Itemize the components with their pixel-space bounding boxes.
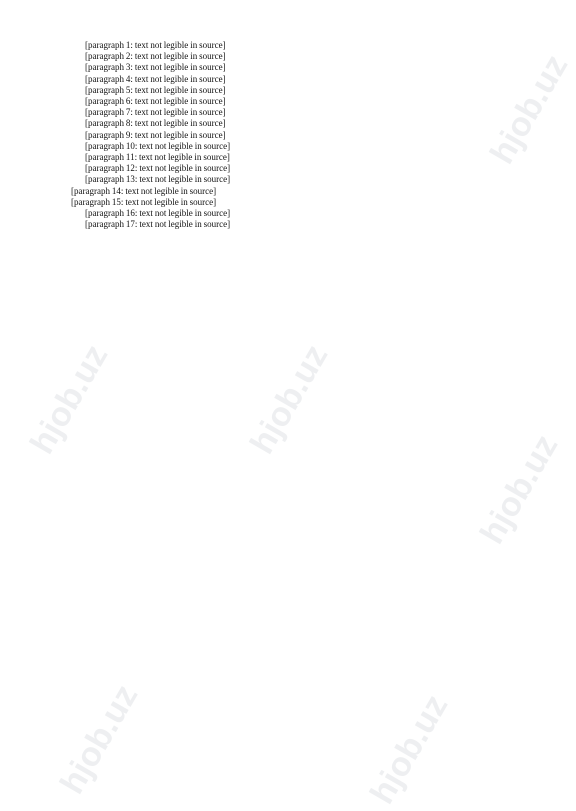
paragraph: [paragraph 17: text not legible in source]	[85, 219, 231, 230]
paragraph: [paragraph 7: text not legible in source]	[85, 107, 226, 118]
paragraph: [paragraph 12: text not legible in source]	[85, 163, 231, 174]
paragraph: [paragraph 1: text not legible in source]	[85, 40, 226, 50]
paragraph: [paragraph 6: text not legible in source]	[85, 96, 226, 107]
list-item-paragraph: [paragraph 14: text not legible in source]	[71, 185, 217, 196]
paragraph: [paragraph 10: text not legible in source]	[85, 140, 231, 151]
paragraph: [paragraph 5: text not legible in source]	[85, 84, 226, 95]
paragraph: [paragraph 13: text not legible in source]	[85, 174, 231, 185]
paragraph: [paragraph 3: text not legible in source]	[85, 62, 226, 73]
document-body	[57, 40, 533, 230]
watermark-text: hjob.uz	[472, 428, 566, 551]
watermark-text: hjob.uz	[52, 678, 146, 801]
list-item-paragraph: [paragraph 15: text not legible in source]	[71, 196, 217, 207]
paragraph: [paragraph 9: text not legible in source]	[85, 129, 226, 140]
paragraph: [paragraph 2: text not legible in source]	[85, 51, 226, 62]
watermark-text: hjob.uz	[362, 688, 456, 811]
paragraph: [paragraph 16: text not legible in source]	[85, 208, 231, 219]
paragraph: [paragraph 8: text not legible in source]	[85, 118, 226, 129]
watermark-text: hjob.uz	[242, 338, 336, 461]
paragraph: [paragraph 11: text not legible in source]	[85, 152, 230, 163]
paragraph: [paragraph 4: text not legible in source]	[85, 73, 226, 84]
watermark-text: hjob.uz	[482, 48, 576, 171]
watermark-text: hjob.uz	[22, 338, 116, 461]
